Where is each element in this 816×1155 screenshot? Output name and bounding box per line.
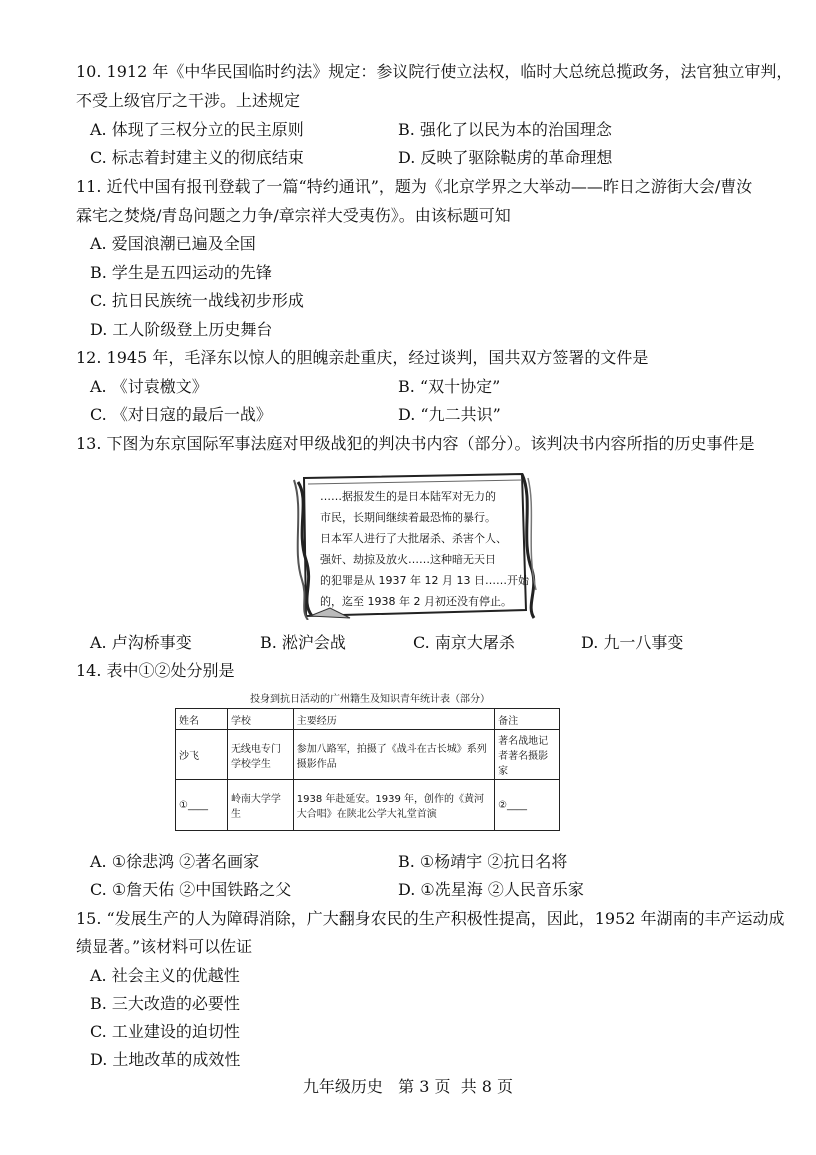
table-header-cell: 主要经历: [293, 709, 494, 730]
q11-option-b: B. 学生是五四运动的先锋: [90, 263, 272, 282]
table-caption: 投身到抗日活动的广州籍生及知识青年统计表（部分）: [250, 694, 490, 705]
verdict-scroll-image: [290, 470, 538, 620]
table-row: [176, 780, 560, 831]
q11-option-c: C. 抗日民族统一战线初步形成: [90, 291, 304, 310]
verdict-line: 日本军人进行了大批屠杀、杀害个人、: [320, 532, 507, 545]
table-cell: 1938 年赴延安。1939 年，创作的《黄河大合唱》在陕北公学大礼堂首演: [293, 780, 494, 831]
q14-table: [175, 708, 560, 831]
verdict-line: 的犯罪是从 1937 年 12 月 13 日……开始: [320, 574, 529, 587]
q10-option-a: A. 体现了三权分立的民主原则: [90, 120, 304, 139]
verdict-line: 市民，长期间继续着最恐怖的暴行。: [320, 511, 496, 524]
q14-option-c: C. ①詹天佑 ②中国铁路之父: [90, 880, 292, 899]
q14-option-a: A. ①徐悲鸿 ②著名画家: [90, 852, 260, 871]
table-cell: 岭南大学学生: [227, 780, 293, 831]
table-header-row: [176, 709, 560, 730]
q10-stem-line2: 不受上级官厅之干涉。上述规定: [76, 91, 301, 110]
table-cell: 著名战地记者著名摄影家: [495, 730, 560, 780]
verdict-line: 强奸、劫掠及放火……这种暗无天日: [320, 553, 496, 566]
table-cell: 参加八路军，拍摄了《战斗在古长城》系列摄影作品: [293, 730, 494, 780]
table-row: [176, 730, 560, 780]
q15-option-a: A. 社会主义的优越性: [90, 966, 240, 985]
table-cell: 沙飞: [176, 730, 228, 780]
q12-stem: 12. 1945 年，毛泽东以惊人的胆魄亲赴重庆，经过谈判，国共双方签署的文件是: [76, 348, 649, 367]
q15-stem-line1: 15. “发展生产的人为障碍消除，广大翻身农民的生产积极性提高，因此，1952 年湖南的丰产运动成: [76, 909, 785, 928]
q15-option-b: B. 三大改造的必要性: [90, 994, 240, 1013]
verdict-line: 的，迄至 1938 年 2 月初还没有停止。: [320, 595, 512, 608]
q13-option-d: D. 九一八事变: [581, 633, 684, 652]
page-footer: 九年级历史 第 3 页 共 8 页: [302, 1077, 514, 1096]
table-cell: ①____: [176, 780, 228, 831]
q13-option-c: C. 南京大屠杀: [413, 633, 515, 652]
table-cell: 无线电专门学校学生: [227, 730, 293, 780]
q14-option-b: B. ①杨靖宇 ②抗日名将: [398, 852, 568, 871]
q11-stem-line2: 霖宅之焚烧/青岛问题之力争/章宗祥大受夷伤》。由该标题可知: [76, 206, 511, 225]
q13-option-a: A. 卢沟桥事变: [90, 633, 192, 652]
q13-option-b: B. 淞沪会战: [260, 633, 346, 652]
q14-option-d: D. ①冼星海 ②人民音乐家: [398, 880, 584, 899]
q12-option-c: C. 《对日寇的最后一战》: [90, 405, 272, 424]
verdict-line: ……据报发生的是日本陆军对无力的: [320, 490, 496, 503]
q14-stem: 14. 表中①②处分别是: [76, 661, 235, 680]
q12-option-b: B. “双十协定”: [398, 377, 501, 396]
q15-option-c: C. 工业建设的迫切性: [90, 1022, 240, 1041]
q10-option-d: D. 反映了驱除鞑虏的革命理想: [398, 148, 613, 167]
q10-option-b: B. 强化了以民为本的治国理念: [398, 120, 612, 139]
table-header-cell: 学校: [227, 709, 293, 730]
verdict-text: [320, 486, 529, 612]
table-cell: ②____: [495, 780, 560, 831]
q12-option-a: A. 《讨袁檄文》: [90, 377, 208, 396]
q10-option-c: C. 标志着封建主义的彻底结束: [90, 148, 304, 167]
q10-stem-line1: 10. 1912 年《中华民国临时约法》规定：参议院行使立法权，临时大总统总揽政务，法官独立审判，: [76, 62, 793, 81]
q11-stem-line1: 11. 近代中国有报刊登载了一篇“特约通讯”，题为《北京学界之大举动——昨日之游街大会/曹汝: [76, 177, 753, 196]
q13-stem: 13. 下图为东京国际军事法庭对甲级战犯的判决书内容（部分）。该判决书内容所指的历史事件是: [76, 434, 755, 453]
q15-stem-line2: 绩显著。”该材料可以佐证: [76, 937, 253, 956]
table-header-cell: 备注: [495, 709, 560, 730]
q12-option-d: D. “九二共识”: [398, 405, 501, 424]
q11-option-d: D. 工人阶级登上历史舞台: [90, 320, 273, 339]
table-header-cell: 姓名: [176, 709, 228, 730]
q11-option-a: A. 爱国浪潮已遍及全国: [90, 234, 256, 253]
q15-option-d: D. 土地改革的成效性: [90, 1050, 241, 1069]
